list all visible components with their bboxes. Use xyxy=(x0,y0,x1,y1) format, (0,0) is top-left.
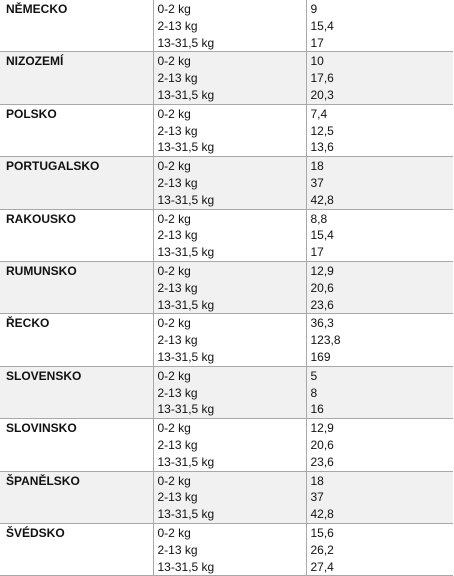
price-cell xyxy=(306,471,453,523)
table-row xyxy=(0,471,453,523)
table-row xyxy=(0,52,453,104)
table-row xyxy=(0,157,453,209)
price-value: 12,9 xyxy=(310,421,334,436)
price-value: 17,6 xyxy=(310,71,334,86)
table-row xyxy=(0,261,453,313)
weight-range: 13-31,5 kg xyxy=(157,192,215,207)
weight-range: 13-31,5 kg xyxy=(157,35,215,50)
weight-range: 0-2 kg xyxy=(157,316,191,331)
weight-cell xyxy=(153,314,306,366)
price-value: 20,6 xyxy=(310,437,334,452)
weight-cell xyxy=(153,419,306,471)
weight-range: 13-31,5 kg xyxy=(157,559,215,574)
price-value: 15,6 xyxy=(310,525,334,540)
price-value: 42,8 xyxy=(310,192,334,207)
country-cell: SLOVINSKO xyxy=(0,419,153,471)
price-value: 12,9 xyxy=(310,263,334,278)
country-cell: SLOVENSKO xyxy=(0,366,153,418)
price-value: 20,6 xyxy=(310,280,334,295)
price-cell xyxy=(306,314,453,366)
weight-range: 13-31,5 kg xyxy=(157,507,215,522)
price-value: 42,8 xyxy=(310,507,334,522)
weight-range: 13-31,5 kg xyxy=(157,245,215,260)
weight-cell xyxy=(153,366,306,418)
price-cell xyxy=(306,52,453,104)
weight-range: 0-2 kg xyxy=(157,263,191,278)
weight-cell xyxy=(153,261,306,313)
weight-cell xyxy=(153,52,306,104)
weight-cell xyxy=(153,157,306,209)
price-value: 13,6 xyxy=(310,140,334,155)
weight-cell xyxy=(153,209,306,261)
weight-range: 0-2 kg xyxy=(157,159,191,174)
weight-range: 0-2 kg xyxy=(157,2,191,16)
price-value: 7,4 xyxy=(310,106,328,121)
weight-range: 13-31,5 kg xyxy=(157,297,215,312)
country-cell: ŠVÉDSKO xyxy=(0,523,153,575)
price-value: 15,4 xyxy=(310,18,334,33)
weight-range: 2-13 kg xyxy=(157,228,198,243)
price-cell xyxy=(306,419,453,471)
price-value: 23,6 xyxy=(310,454,334,469)
weight-range: 2-13 kg xyxy=(157,175,198,190)
price-value: 5 xyxy=(310,368,318,383)
table-row xyxy=(0,314,453,366)
weight-range: 2-13 kg xyxy=(157,542,198,557)
weight-cell xyxy=(153,0,306,52)
weight-range: 2-13 kg xyxy=(157,18,198,33)
table-row xyxy=(0,104,453,156)
table-row xyxy=(0,0,453,52)
weight-range: 0-2 kg xyxy=(157,106,191,121)
price-value: 8 xyxy=(310,385,318,400)
price-cell xyxy=(306,0,453,52)
price-value: 37 xyxy=(310,490,324,505)
price-value: 18 xyxy=(310,473,324,488)
weight-range: 0-2 kg xyxy=(157,211,191,226)
price-value: 17 xyxy=(310,245,324,260)
country-cell: ŘECKO xyxy=(0,314,153,366)
country-cell: NIZOZEMÍ xyxy=(0,52,153,104)
country-cell: NĚMECKO xyxy=(0,0,153,52)
weight-cell xyxy=(153,471,306,523)
table-row xyxy=(0,523,453,575)
price-cell xyxy=(306,366,453,418)
country-cell: ŠPANĚLSKO xyxy=(0,471,153,523)
weight-range: 13-31,5 kg xyxy=(157,87,215,102)
weight-range: 13-31,5 kg xyxy=(157,140,215,155)
price-value: 10 xyxy=(310,54,324,69)
weight-range: 2-13 kg xyxy=(157,123,198,138)
country-cell: POLSKO xyxy=(0,104,153,156)
price-value: 20,3 xyxy=(310,87,334,102)
weight-range: 2-13 kg xyxy=(157,437,198,452)
table-row xyxy=(0,209,453,261)
weight-range: 0-2 kg xyxy=(157,54,191,69)
country-cell: RAKOUSKO xyxy=(0,209,153,261)
weight-range: 0-2 kg xyxy=(157,525,191,540)
weight-range: 0-2 kg xyxy=(157,421,191,436)
weight-range: 13-31,5 kg xyxy=(157,402,215,417)
price-value: 9 xyxy=(310,2,318,16)
price-value: 18 xyxy=(310,159,324,174)
weight-cell xyxy=(153,523,306,575)
price-value: 23,6 xyxy=(310,297,334,312)
country-cell: RUMUNSKO xyxy=(0,261,153,313)
price-value: 36,3 xyxy=(310,316,334,331)
weight-range: 0-2 kg xyxy=(157,368,191,383)
price-cell xyxy=(306,157,453,209)
price-cell xyxy=(306,209,453,261)
weight-range: 0-2 kg xyxy=(157,473,191,488)
weight-range: 2-13 kg xyxy=(157,490,198,505)
country-cell: PORTUGALSKO xyxy=(0,157,153,209)
price-value: 15,4 xyxy=(310,228,334,243)
weight-range: 2-13 kg xyxy=(157,280,198,295)
price-value: 123,8 xyxy=(310,333,341,348)
price-value: 26,2 xyxy=(310,542,334,557)
weight-range: 2-13 kg xyxy=(157,333,198,348)
weight-range: 13-31,5 kg xyxy=(157,349,215,364)
weight-cell xyxy=(153,104,306,156)
price-value: 12,5 xyxy=(310,123,334,138)
price-cell xyxy=(306,523,453,575)
weight-range: 2-13 kg xyxy=(157,71,198,86)
price-value: 169 xyxy=(310,349,331,364)
price-value: 16 xyxy=(310,402,324,417)
price-value: 8,8 xyxy=(310,211,328,226)
price-value: 17 xyxy=(310,35,324,50)
weight-range: 2-13 kg xyxy=(157,385,198,400)
price-value: 37 xyxy=(310,175,324,190)
table-row xyxy=(0,366,453,418)
weight-range: 13-31,5 kg xyxy=(157,454,215,469)
price-cell xyxy=(306,104,453,156)
price-cell xyxy=(306,261,453,313)
table-row xyxy=(0,419,453,471)
price-value: 27,4 xyxy=(310,559,334,574)
